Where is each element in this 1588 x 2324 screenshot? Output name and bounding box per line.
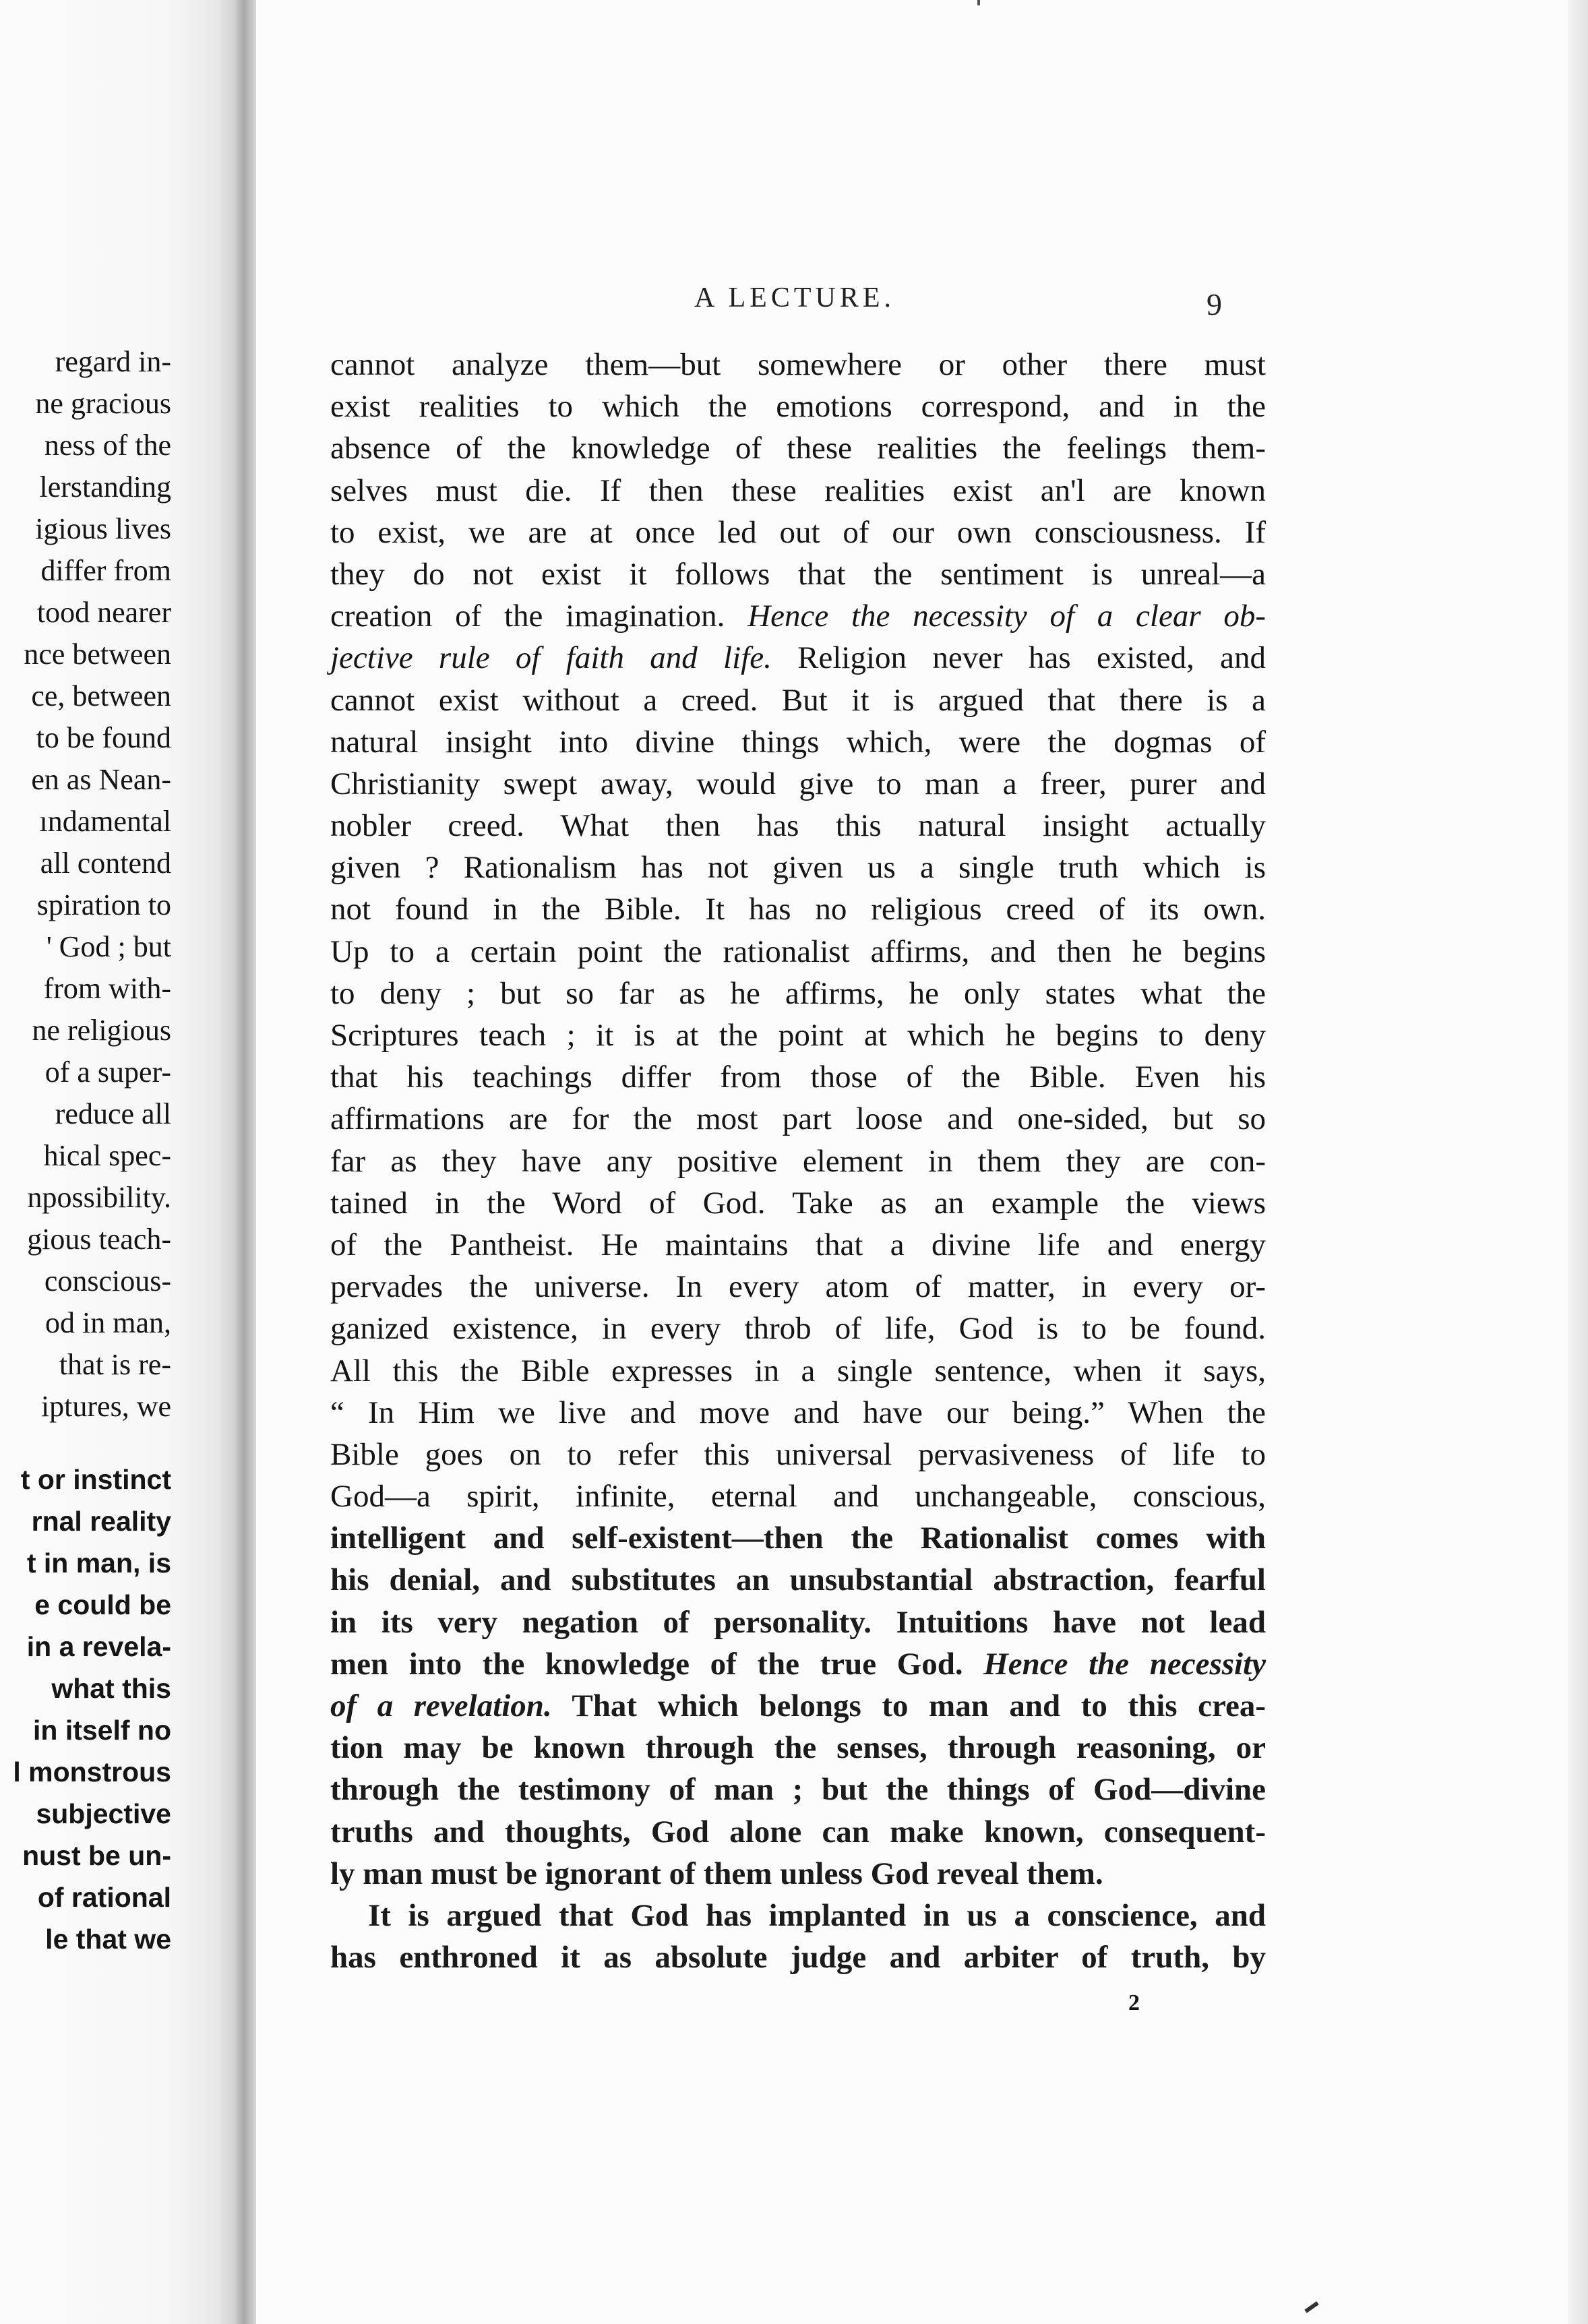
left-line: from with- <box>43 972 171 1005</box>
left-line: igious lives <box>35 512 171 545</box>
text-line: ganized existence, in every throb of life, God is to be found. <box>330 1311 1266 1347</box>
previous-page-fragment <box>0 0 236 2324</box>
left-line: nce between <box>24 638 171 671</box>
page-number: 9 <box>1207 287 1222 322</box>
left-line: en as Nean- <box>31 763 171 796</box>
left-line: of rational <box>37 1882 171 1913</box>
left-line: ce, between <box>31 679 171 712</box>
text-line: Scriptures teach ; it is at the point at which he begins to deny <box>330 1018 1266 1053</box>
text-line: affirmations are for the most part loose and one-sided, but so <box>330 1101 1266 1137</box>
left-line: in itself no <box>33 1715 171 1746</box>
left-line: reduce all <box>55 1097 171 1130</box>
emphasis: Hence the necessity of a clear ob- <box>747 599 1266 634</box>
text-line <box>330 595 1266 637</box>
scan-artifact <box>977 0 980 5</box>
text-line: through the testimony of man ; but the things of God—divine <box>330 1772 1266 1808</box>
text-line: not found in the Bible. It has no religious creed of its own. <box>330 892 1266 927</box>
text-line: cannot exist without a creed. But it is argued that there is a <box>330 682 1266 718</box>
text-line: natural insight into divine things which, were the dogmas of <box>330 724 1266 760</box>
left-line: all contend <box>40 847 171 880</box>
left-line: l monstrous <box>13 1756 171 1787</box>
text-line: Up to a certain point the rationalist affirms, and then he begins <box>330 934 1266 969</box>
left-line: t or instinct <box>20 1464 171 1495</box>
left-line: le that we <box>45 1924 171 1955</box>
left-line: npossibility. <box>27 1181 171 1214</box>
text-run: That which belongs to man and to this crea- <box>572 1688 1266 1723</box>
signature-mark: 2 <box>1128 1990 1140 2015</box>
text-line: to deny ; but so far as he affirms, he only states what the <box>330 975 1266 1011</box>
left-line: to be found <box>36 721 171 754</box>
left-line: gious teach- <box>27 1223 171 1256</box>
text-run: Religion never has existed, and <box>797 640 1266 676</box>
text-line: in its very negation of personality. Intuitions have not lead <box>330 1604 1266 1640</box>
text-line: God—a spirit, infinite, eternal and unchangeable, conscious, <box>330 1479 1266 1515</box>
text-run: men into the knowledge of the true God. <box>330 1646 963 1682</box>
left-line: ne religious <box>32 1014 171 1047</box>
emphasis: of a revelation. <box>330 1688 552 1723</box>
left-line: in a revela- <box>26 1631 171 1662</box>
left-line: tood nearer <box>36 596 171 629</box>
left-line: differ from <box>40 554 171 587</box>
left-line: subjective <box>36 1798 171 1829</box>
text-line: absence of the knowledge of these realities the feelings them- <box>330 431 1266 466</box>
text-line <box>330 637 1266 679</box>
text-line: far as they have any positive element in them they are con- <box>330 1143 1266 1179</box>
text-line: ly man must be ignorant of them unless God reveal them. <box>330 1856 1103 1891</box>
emphasis: Hence the necessity <box>983 1646 1266 1682</box>
book-gutter <box>236 0 256 2324</box>
left-line: ındamental <box>39 805 171 838</box>
text-line: tained in the Word of God. Take as an example the views <box>330 1185 1266 1221</box>
left-line: iptures, we <box>40 1390 171 1423</box>
left-line: e could be <box>34 1589 171 1620</box>
text-line: tion may be known through the senses, through reasoning, or <box>330 1730 1266 1766</box>
text-line: exist realities to which the emotions correspond, and in the <box>330 389 1266 425</box>
text-line: selves must die. If then these realities exist an'l are known <box>330 472 1266 508</box>
text-line: his denial, and substitutes an unsubstantial abstraction, fearful <box>330 1562 1266 1598</box>
left-line: t in man, is <box>26 1548 171 1579</box>
left-line: nust be un- <box>22 1840 171 1871</box>
left-line: ne gracious <box>35 387 171 420</box>
left-line: rnal reality <box>31 1506 171 1537</box>
left-line: ' God ; but <box>46 930 171 963</box>
text-line: to exist, we are at once led out of our own consciousness. If <box>330 514 1266 550</box>
left-line: conscious- <box>44 1264 171 1297</box>
text-line: nobler creed. What then has this natural insight actually <box>330 808 1266 844</box>
text-line: truths and thoughts, God alone can make known, consequent- <box>330 1814 1266 1849</box>
text-line: has enthroned it as absolute judge and arbiter of truth, by <box>330 1940 1266 1976</box>
running-head: A LECTURE. <box>694 282 895 313</box>
text-line: Bible goes on to refer this universal pervasiveness of life to <box>330 1436 1266 1472</box>
text-run: creation of the imagination. <box>330 599 725 634</box>
previous-page-text <box>0 341 171 1960</box>
left-line: spiration to <box>36 888 171 921</box>
page <box>256 0 1588 2324</box>
text-line: given ? Rationalism has not given us a single truth which is <box>330 850 1266 886</box>
text-line: It is argued that God has implanted in us a conscience, and <box>368 1897 1266 1933</box>
emphasis: jective rule of faith and life. <box>330 640 772 676</box>
left-line: what this <box>51 1673 171 1704</box>
body-text <box>330 344 1266 1978</box>
left-line: ness of the <box>44 429 171 462</box>
left-line: that is re- <box>59 1348 171 1381</box>
left-line: hical spec- <box>43 1139 171 1172</box>
text-line <box>330 1643 1266 1685</box>
left-line: regard in- <box>55 345 171 378</box>
text-line: All this the Bible expresses in a single sentence, when it says, <box>330 1353 1266 1388</box>
text-line: they do not exist it follows that the sentiment is unreal—a <box>330 556 1266 592</box>
scan-artifact <box>1304 2301 1318 2313</box>
left-line: od in man, <box>45 1306 171 1339</box>
left-line: lerstanding <box>39 470 171 503</box>
text-line: pervades the universe. In every atom of matter, in every or- <box>330 1269 1266 1305</box>
text-line: cannot analyze them—but somewhere or other there must <box>330 347 1266 382</box>
text-line: Christianity swept away, would give to man a freer, purer and <box>330 766 1266 801</box>
text-line <box>330 1685 1266 1727</box>
text-line: of the Pantheist. He maintains that a divine life and energy <box>330 1227 1266 1262</box>
text-line: that his teachings differ from those of the Bible. Even his <box>330 1060 1266 1095</box>
left-line: of a super- <box>44 1056 171 1089</box>
text-line: “ In Him we live and move and have our being.” When the <box>330 1395 1266 1430</box>
text-line: intelligent and self-existent—then the Rationalist comes with <box>330 1521 1266 1556</box>
